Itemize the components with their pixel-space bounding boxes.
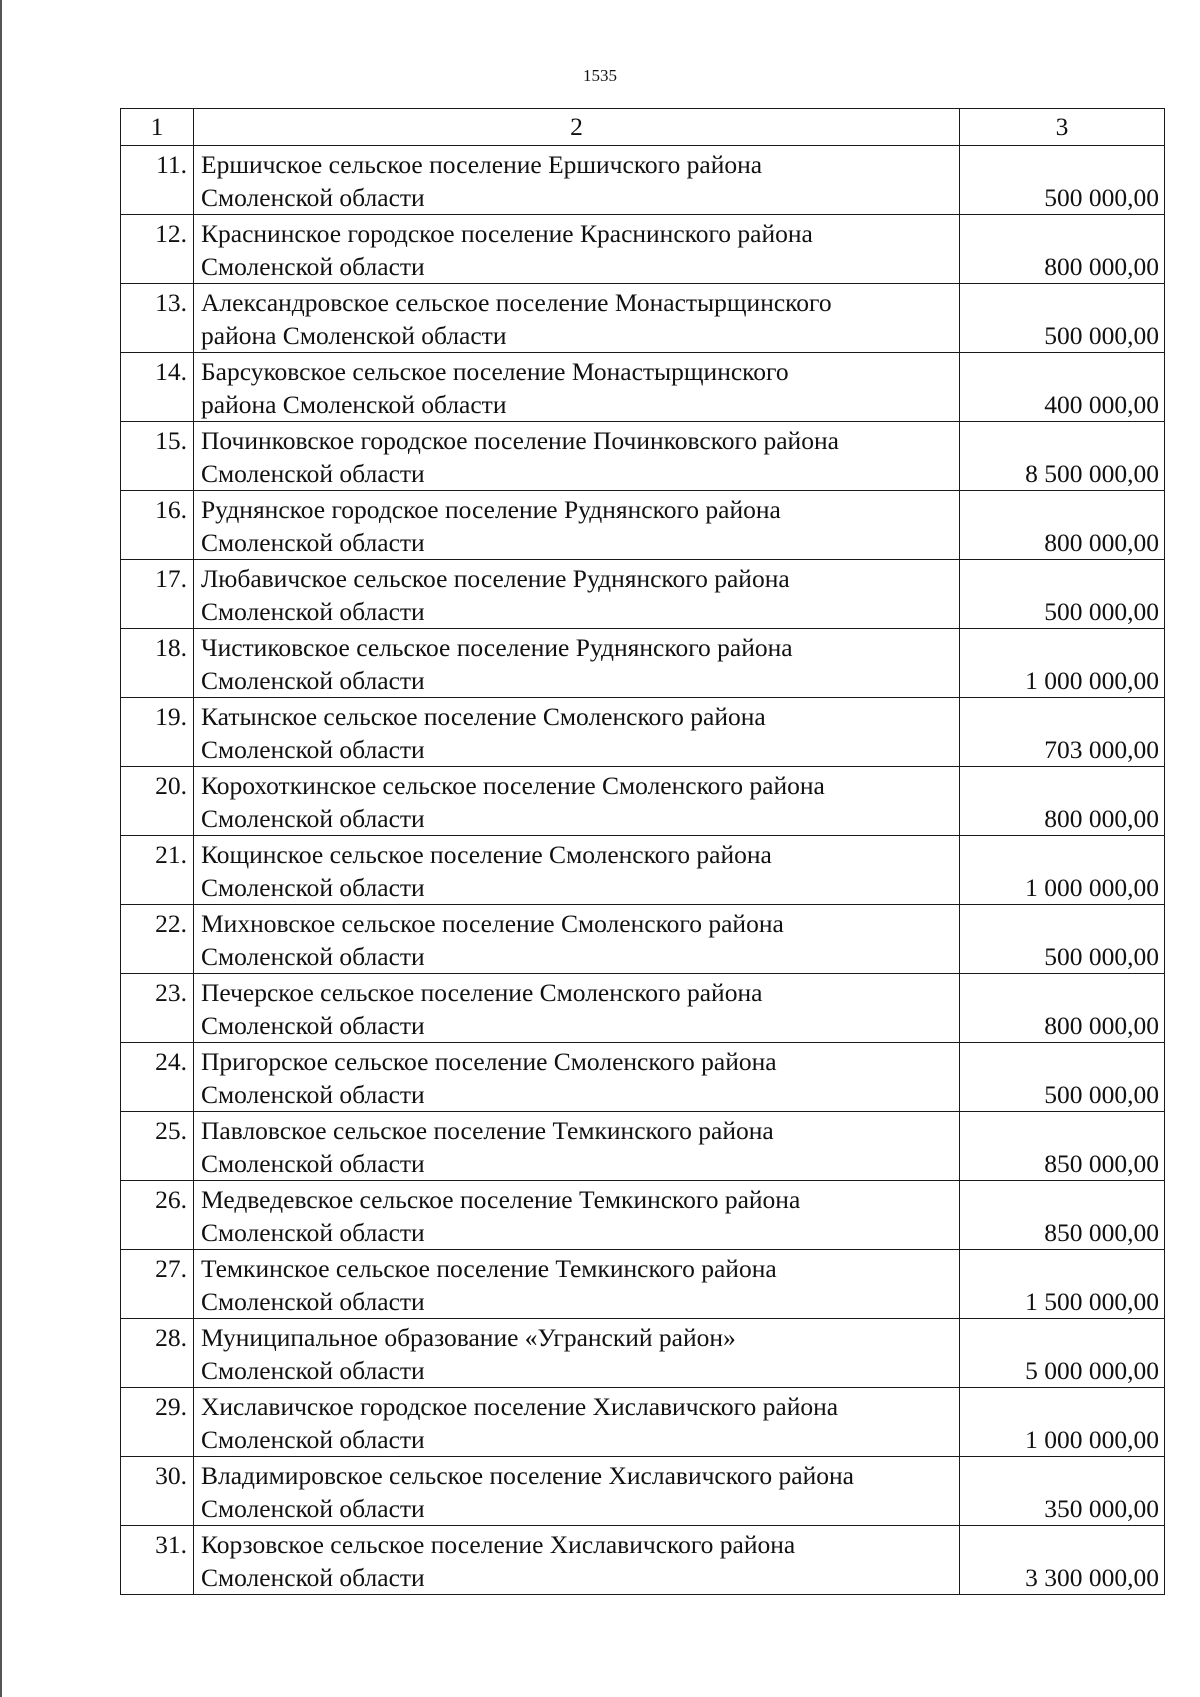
table-row: [121, 905, 1165, 974]
amount: 800 000,00: [960, 974, 1165, 1043]
settlement-name-line-2: Смоленской области: [201, 1425, 425, 1454]
row-number: 30.: [121, 1457, 194, 1526]
header-col-1: 1: [121, 109, 194, 146]
table-row: [121, 422, 1165, 491]
amount: 500 000,00: [960, 1043, 1165, 1112]
settlement-name-line-1: Кощинское сельское поселение Смоленского района: [201, 840, 772, 869]
settlement-name-line-2: Смоленской области: [201, 1011, 425, 1040]
row-number: 26.: [121, 1181, 194, 1250]
allocation-table: [120, 108, 1165, 1595]
row-number: 12.: [121, 215, 194, 284]
settlement-name-line-1: Пригорское сельское поселение Смоленского района: [201, 1047, 777, 1076]
settlement-name-line-2: Смоленской области: [201, 597, 425, 626]
settlement-name: [194, 1112, 960, 1181]
row-number: 23.: [121, 974, 194, 1043]
settlement-name: [194, 422, 960, 491]
table-header-row: [121, 109, 1165, 146]
amount: 5 000 000,00: [960, 1319, 1165, 1388]
header-col-2: 2: [194, 109, 960, 146]
settlement-name: [194, 1526, 960, 1595]
settlement-name: [194, 836, 960, 905]
settlement-name-line-2: Смоленской области: [201, 1494, 425, 1523]
table-row: [121, 215, 1165, 284]
settlement-name-line-2: Смоленской области: [201, 804, 425, 833]
row-number: 13.: [121, 284, 194, 353]
settlement-name-line-2: Смоленской области: [201, 735, 425, 764]
settlement-name-line-1: Катынское сельское поселение Смоленского района: [201, 702, 766, 731]
settlement-name: [194, 215, 960, 284]
table-row: [121, 698, 1165, 767]
table-row: [121, 1112, 1165, 1181]
amount: 1 000 000,00: [960, 1388, 1165, 1457]
scan-margin-line: [0, 0, 2, 1697]
settlement-name-line-1: Александровское сельское поселение Монастырщинского: [201, 288, 832, 317]
row-number: 19.: [121, 698, 194, 767]
settlement-name: [194, 767, 960, 836]
row-number: 15.: [121, 422, 194, 491]
row-number: 11.: [121, 146, 194, 215]
row-number: 22.: [121, 905, 194, 974]
settlement-name-line-2: Смоленской области: [201, 459, 425, 488]
settlement-name-line-2: Смоленской области: [201, 1218, 425, 1247]
row-number: 31.: [121, 1526, 194, 1595]
settlement-name-line-1: Починковское городское поселение Починковского района: [201, 426, 839, 455]
table-row: [121, 560, 1165, 629]
settlement-name-line-1: Павловское сельское поселение Темкинского района: [201, 1116, 774, 1145]
settlement-name: [194, 1181, 960, 1250]
settlement-name-line-1: Хиславичское городское поселение Хиславичского района: [201, 1392, 839, 1421]
row-number: 29.: [121, 1388, 194, 1457]
table-row: [121, 629, 1165, 698]
settlement-name-line-2: Смоленской области: [201, 1149, 425, 1178]
row-number: 25.: [121, 1112, 194, 1181]
amount: 400 000,00: [960, 353, 1165, 422]
settlement-name-line-1: Ершичское сельское поселение Ершичского района: [201, 150, 763, 179]
settlement-name: [194, 1043, 960, 1112]
settlement-name-line-2: Смоленской области: [201, 183, 425, 212]
settlement-name-line-1: Темкинское сельское поселение Темкинского района: [201, 1254, 777, 1283]
row-number: 17.: [121, 560, 194, 629]
table-row: [121, 353, 1165, 422]
table-row: [121, 767, 1165, 836]
settlement-name-line-1: Краснинское городское поселение Краснинского района: [201, 219, 813, 248]
settlement-name-line-1: Чистиковское сельское поселение Руднянского района: [201, 633, 793, 662]
amount: 1 000 000,00: [960, 629, 1165, 698]
table-row: [121, 1181, 1165, 1250]
row-number: 21.: [121, 836, 194, 905]
amount: 500 000,00: [960, 560, 1165, 629]
amount: 500 000,00: [960, 905, 1165, 974]
amount: 1 500 000,00: [960, 1250, 1165, 1319]
row-number: 24.: [121, 1043, 194, 1112]
settlement-name-line-1: Медведевское сельское поселение Темкинского района: [201, 1185, 801, 1214]
settlement-name-line-2: Смоленской области: [201, 873, 425, 902]
settlement-name-line-1: Корзовское сельское поселение Хиславичского района: [201, 1530, 796, 1559]
settlement-name-line-2: Смоленской области: [201, 1080, 425, 1109]
settlement-name: [194, 1457, 960, 1526]
table-row: [121, 836, 1165, 905]
settlement-name-line-2: Смоленской области: [201, 1287, 425, 1316]
settlement-name-line-1: Руднянское городское поселение Руднянского района: [201, 495, 781, 524]
amount: 703 000,00: [960, 698, 1165, 767]
table-row: [121, 284, 1165, 353]
settlement-name: [194, 491, 960, 560]
amount: 8 500 000,00: [960, 422, 1165, 491]
table-row: [121, 1457, 1165, 1526]
amount: 350 000,00: [960, 1457, 1165, 1526]
settlement-name-line-1: Печерское сельское поселение Смоленского района: [201, 978, 763, 1007]
amount: 800 000,00: [960, 491, 1165, 560]
amount: 850 000,00: [960, 1181, 1165, 1250]
settlement-name: [194, 629, 960, 698]
amount: 500 000,00: [960, 146, 1165, 215]
amount: 1 000 000,00: [960, 836, 1165, 905]
table-row: [121, 1526, 1165, 1595]
settlement-name: [194, 1388, 960, 1457]
row-number: 28.: [121, 1319, 194, 1388]
settlement-name-line-1: Любавичское сельское поселение Руднянского района: [201, 564, 790, 593]
settlement-name-line-2: Смоленской области: [201, 1563, 425, 1592]
header-col-3: 3: [960, 109, 1165, 146]
settlement-name-line-2: Смоленской области: [201, 528, 425, 557]
row-number: 18.: [121, 629, 194, 698]
table-row: [121, 1043, 1165, 1112]
settlement-name: [194, 1250, 960, 1319]
row-number: 16.: [121, 491, 194, 560]
settlement-name-line-2: Смоленской области: [201, 942, 425, 971]
table-row: [121, 146, 1165, 215]
settlement-name-line-2: Смоленской области: [201, 252, 425, 281]
amount: 850 000,00: [960, 1112, 1165, 1181]
amount: 800 000,00: [960, 215, 1165, 284]
amount: 800 000,00: [960, 767, 1165, 836]
settlement-name: [194, 698, 960, 767]
row-number: 20.: [121, 767, 194, 836]
settlement-name: [194, 560, 960, 629]
settlement-name-line-1: Барсуковское сельское поселение Монастырщинского: [201, 357, 789, 386]
settlement-name: [194, 353, 960, 422]
settlement-name-line-2: Смоленской области: [201, 666, 425, 695]
amount: 3 300 000,00: [960, 1526, 1165, 1595]
amount: 500 000,00: [960, 284, 1165, 353]
settlement-name: [194, 1319, 960, 1388]
table-row: [121, 974, 1165, 1043]
table-row: [121, 1388, 1165, 1457]
settlement-name-line-2: Смоленской области: [201, 1356, 425, 1385]
settlement-name-line-2: района Смоленской области: [201, 390, 507, 419]
table-row: [121, 1319, 1165, 1388]
settlement-name: [194, 905, 960, 974]
settlement-name: [194, 284, 960, 353]
table-row: [121, 491, 1165, 560]
settlement-name: [194, 974, 960, 1043]
table-row: [121, 1250, 1165, 1319]
settlement-name-line-1: Корохоткинское сельское поселение Смоленского района: [201, 771, 825, 800]
settlement-name: [194, 146, 960, 215]
row-number: 27.: [121, 1250, 194, 1319]
settlement-name-line-2: района Смоленской области: [201, 321, 507, 350]
page-number: 1535: [583, 66, 617, 85]
settlement-name-line-1: Михновское сельское поселение Смоленского района: [201, 909, 784, 938]
settlement-name-line-1: Владимировское сельское поселение Хиславичского района: [201, 1461, 854, 1490]
settlement-name-line-1: Муниципальное образование «Угранский район»: [201, 1323, 736, 1352]
row-number: 14.: [121, 353, 194, 422]
